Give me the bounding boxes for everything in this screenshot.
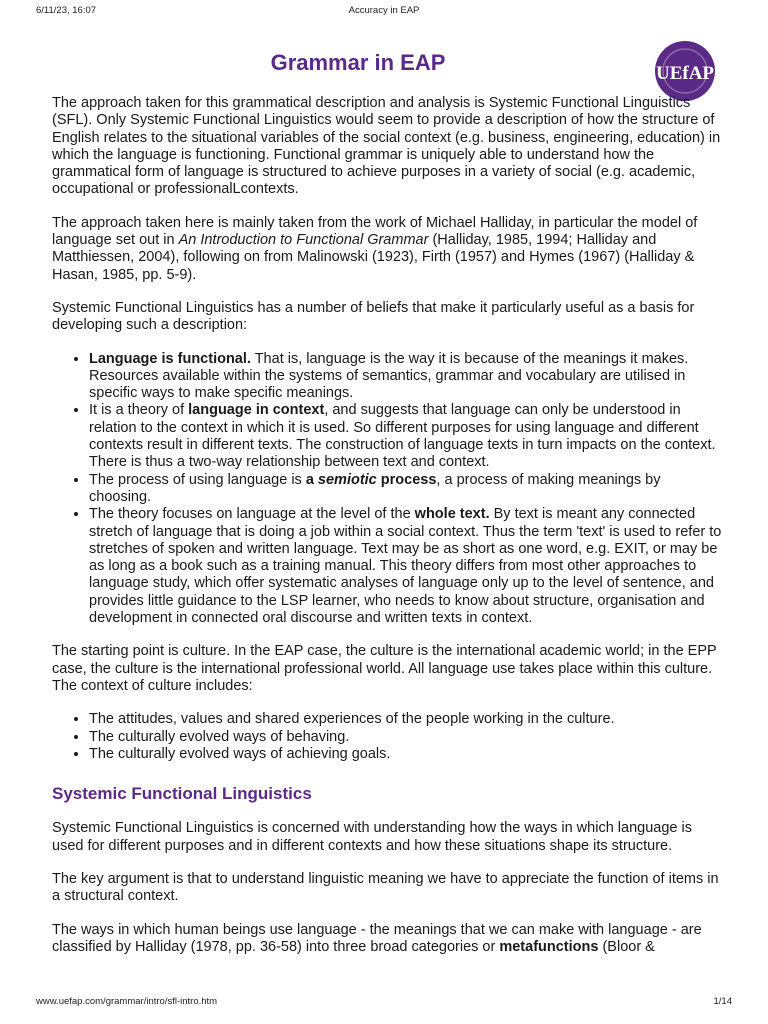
- list-item: • The process of using language is a semiotic process, a process of making meanings by choosing.: [89, 472, 724, 507]
- halliday-paragraph: The approach taken here is mainly taken from the work of Michael Halliday, in particular the model of language set out in An Introduction to Functional Grammar (Halliday, 1985, 1994; Halliday and Matthiessen, 2004), following on from Malinowski (1923), Firth (1957) and Hymes (1967) (Halliday & Hasan, 1985, pp. 5-9).: [52, 214, 698, 283]
- beliefs-intro: Systemic Functional Linguistics has a number of beliefs that make it particularly useful as a basis for developing such a description:: [52, 299, 695, 334]
- print-footer: [0, 996, 768, 1010]
- list-item: • The culturally evolved ways of behaving.: [89, 729, 724, 746]
- list-item: • Language is functional. That is, language is the way it is because of the meanings it makes. Resources available within the systems of semantics, grammar and vocabulary are utilised in specific ways to make specific meanings.: [89, 351, 724, 403]
- page-title: Grammar in EAP: [270, 50, 446, 75]
- print-title: Accuracy in EAP: [348, 5, 420, 16]
- print-header: [0, 5, 768, 19]
- print-date: 6/11/23, 16:07: [36, 5, 97, 16]
- list-item: • It is a theory of language in context, and suggests that language can only be understood in relation to the context in which it is used. So different purposes for using language and different contexts result in different texts. The construction of language texts in turn impacts on the context. There is thus a two-way relationship between text and context.: [89, 402, 724, 471]
- list-item: • The attitudes, values and shared experiences of the people working in the culture.: [89, 711, 724, 728]
- list-item: • The theory focuses on language at the level of the whole text. By text is meant any connected stretch of language that is doing a job within a social context. Thus the term 'text' is used to refer to stretches of spoken and written language. Text may be as short as one word, e.g. EXIT, or may be as long as a book such as a training manual. This theory differs from most other approaches to language study, which offer systematic analyses of language only up to the level of sentence, and provides little guidance to the LSP learner, who needs to know about structure, organisation and development in connected oral discourse and written texts in context.: [89, 506, 724, 627]
- logo-text: UEfAP: [655, 63, 715, 84]
- sfl-paragraph: Systemic Functional Linguistics is concerned with understanding how the ways in which language is used for different purposes and in different contexts and how these situations shape its structure.: [52, 820, 692, 854]
- section-heading: Systemic Functional Linguistics: [52, 784, 312, 804]
- article-body: [52, 95, 724, 972]
- culture-list: [52, 711, 724, 763]
- culture-paragraph: The starting point is culture. In the EAP case, the culture is the international academic world; in the EPP case, the culture is the international professional world. All language use takes place within this culture. The context of culture includes:: [52, 643, 717, 694]
- page-url[interactable]: www.uefap.com/grammar/intro/sfl-intro.htm: [36, 996, 218, 1007]
- intro-paragraph: The approach taken for this grammatical description and analysis is Systemic Functional Linguistics (SFL). Only Systemic Functional Linguistics would seem to provide a description of how the structure of English relates to the situational variables of the social context (e.g. business, engineering, education) in which the language is functioning. Functional grammar is uniquely able to understand how the grammatical form of language is structured to achieve purposes in a variety of social (e.g. academic, occupational or professionalLcontexts.: [52, 95, 721, 198]
- list-item: • The culturally evolved ways of achieving goals.: [89, 746, 724, 763]
- uefap-logo-icon[interactable]: [654, 40, 716, 102]
- key-argument-paragraph: The key argument is that to understand linguistic meaning we have to appreciate the function of items in a structural context.: [52, 870, 719, 905]
- page-number: 1/14: [713, 996, 732, 1007]
- book-title: An Introduction to Functional Grammar: [178, 232, 429, 249]
- beliefs-list: [52, 351, 724, 628]
- metafunctions-paragraph: The ways in which human beings use language - the meanings that we can make with language - are classified by Halliday (1978, pp. 36-58) into three broad categories or metafunctions (Bloor &: [52, 921, 702, 955]
